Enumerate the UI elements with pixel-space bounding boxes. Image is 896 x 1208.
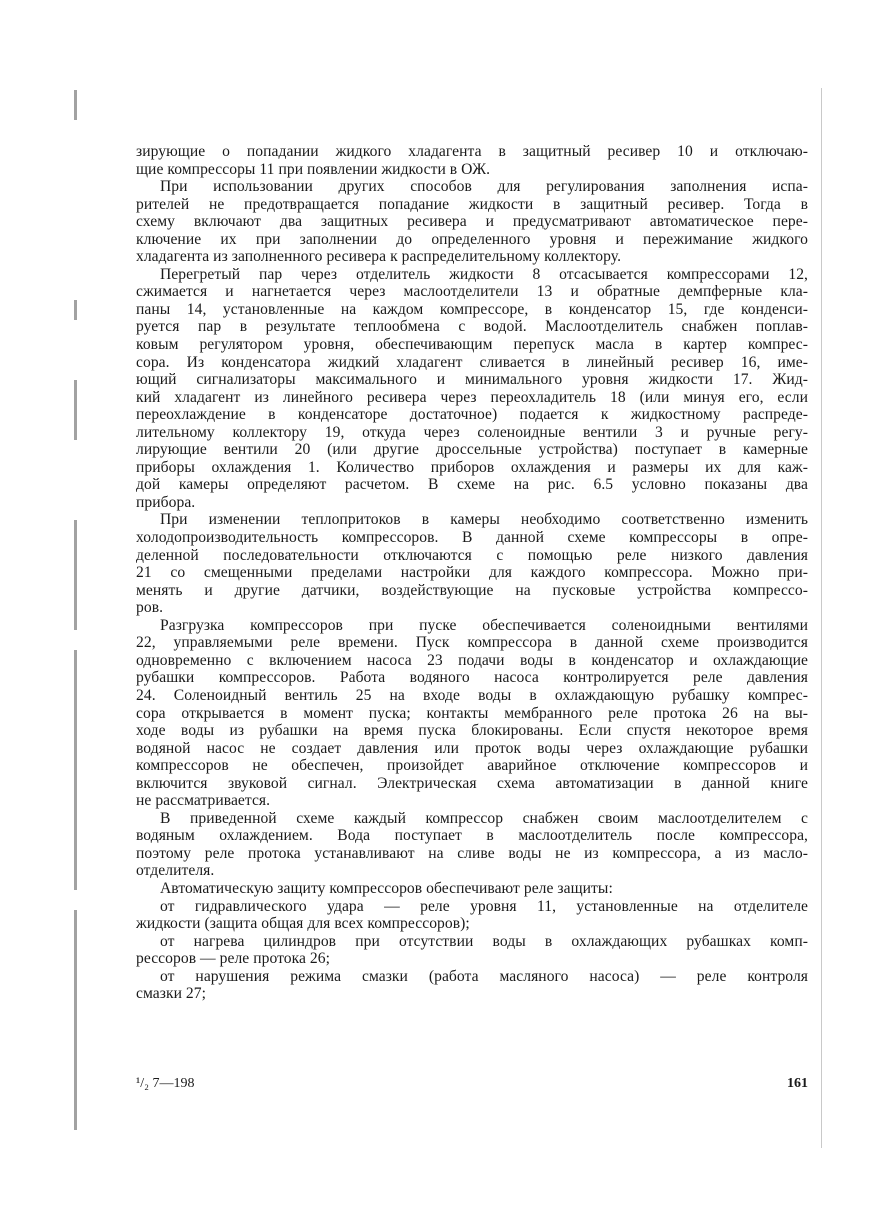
- text-line: 21 со смещенными пределами настройки для каждого компрессора. Можно при-: [136, 564, 808, 582]
- text-line: от гидравлического удара — реле уровня 11, установленные на отделителе: [160, 897, 808, 915]
- text-line: лительному коллектору 19, откуда через соленоидные вентили 3 и ручные регу-: [136, 423, 808, 441]
- text-line: не рассматривается.: [136, 792, 271, 810]
- text-line: одновременно с включением насоса 23 подачи воды в конденсатор и охлаждающие: [136, 651, 808, 669]
- text-line: При изменении теплопритоков в камеры необходимо соответственно изменить: [160, 511, 808, 529]
- text-line: от нагрева цилиндров при отсутствии воды в охлаждающих рубашках комп-: [160, 932, 808, 950]
- page-number: 161: [787, 1076, 808, 1091]
- text-line: водяной насос не создает давления или проток воды через охлаждающие рубашки: [136, 739, 808, 757]
- printer-signature: ¹/₂ 7—198: [136, 1076, 195, 1091]
- text-line: лирующие вентили 20 (или другие дроссельные устройства) поступает в камерные: [136, 441, 808, 459]
- text-line: Перегретый пар через отделитель жидкости 8 отсасывается компрессорами 12,: [160, 265, 808, 283]
- text-line: жидкости (защита общая для всех компрессоров);: [136, 915, 470, 933]
- text-line: холодопроизводительность компрессоров. В данной схеме компрессоры в опре-: [136, 529, 808, 547]
- text-line: руется пар в результате теплообмена с водой. Маслоотделитель снабжен поплав-: [136, 318, 808, 336]
- text-line: В приведенной схеме каждый компрессор снабжен своим маслоотделителем с: [160, 809, 808, 827]
- page-footer: [136, 1076, 808, 1096]
- text-line: сора открывается в момент пуска; контакты мембранного реле протока 26 на вы-: [136, 704, 808, 722]
- text-line: ковым регулятором уровня, обеспечивающим перепуск масла в картер компрес-: [136, 336, 808, 354]
- text-line: хладагента из заполненного ресивера к распределительному коллектору.: [136, 248, 622, 266]
- text-line: водяным охлаждением. Вода поступает в маслоотделитель после компрессора,: [136, 827, 808, 845]
- text-line: включится звуковой сигнал. Электрическая схема автоматизации в данной книге: [136, 774, 808, 792]
- text-line: приборы охлаждения 1. Количество приборов охлаждения и размеры их для каж-: [136, 458, 808, 476]
- text-line: переохлаждение в конденсаторе достаточное) подается к жидкостному распреде-: [136, 406, 808, 424]
- text-line: менять и другие датчики, воздействующие на пусковые устройства компрессо-: [136, 581, 808, 599]
- text-line: сора. Из конденсатора жидкий хладагент сливается в линейный ресивер 16, име-: [136, 353, 808, 371]
- body-text: [136, 143, 808, 1003]
- text-line: от нарушения режима смазки (работа масляного насоса) — реле контроля: [160, 967, 808, 985]
- text-line: ключение их при заполнении до определенного уровня и пережимание жидкого: [136, 230, 808, 248]
- text-line: 22, управляемыми реле времени. Пуск компрессора в данной схеме производится: [136, 634, 808, 652]
- text-line: рессоров — реле протока 26;: [136, 950, 330, 968]
- text-line: дой камеры определяют расчетом. В схеме на рис. 6.5 условно показаны два: [136, 476, 808, 494]
- text-line: рубашки компрессоров. Работа водяного насоса контролируется реле давления: [136, 669, 808, 687]
- text-line: зирующие о попадании жидкого хладагента в защитный ресивер 10 и отключаю-: [136, 143, 808, 160]
- text-line: ров.: [136, 599, 164, 617]
- text-line: отделителя.: [136, 862, 215, 880]
- page-edge-line: [821, 88, 822, 1148]
- text-line: компрессоров не обеспечен, произойдет аварийное отключение компрессоров и: [136, 757, 808, 775]
- text-line: паны 14, установленные на каждом компрессоре, в конденсатор 15, где конденси-: [136, 300, 808, 318]
- text-line: деленной последовательности отключаются с помощью реле низкого давления: [136, 546, 808, 564]
- text-line: схему включают два защитных ресивера и предусматривают автоматическое пере-: [136, 213, 808, 231]
- text-line: сжимается и нагнетается через маслоотделители 13 и обратные демпферные кла-: [136, 283, 808, 301]
- text-line: поэтому реле протока устанавливают на сливе воды не из компрессора, а из масло-: [136, 844, 808, 862]
- text-line: ходе воды из рубашки на время пуска блокированы. Если спустя некоторое время: [136, 722, 808, 740]
- text-line: рителей не предотвращается попадание жидкости в защитный ресивер. Тогда в: [136, 195, 808, 213]
- text-line: прибора.: [136, 493, 196, 511]
- text-line: Разгрузка компрессоров при пуске обеспечивается соленоидными вентилями: [160, 616, 808, 634]
- text-line: кий хладагент из линейного ресивера через переохладитель 18 (или минуя его, если: [136, 388, 808, 406]
- text-line: щие компрессоры 11 при появлении жидкости в ОЖ.: [136, 160, 491, 178]
- binding-scan-marks: [70, 90, 84, 1130]
- text-line: При использовании других способов для регулирования заполнения испа-: [160, 178, 808, 196]
- text-line: Автоматическую защиту компрессоров обеспечивают реле защиты:: [160, 879, 613, 897]
- text-line: ющий сигнализаторы максимального и минимального уровня жидкости 17. Жид-: [136, 371, 808, 389]
- text-line: 24. Соленоидный вентиль 25 на входе воды в охлаждающую рубашку компрес-: [136, 686, 808, 704]
- text-line: смазки 27;: [136, 985, 207, 1003]
